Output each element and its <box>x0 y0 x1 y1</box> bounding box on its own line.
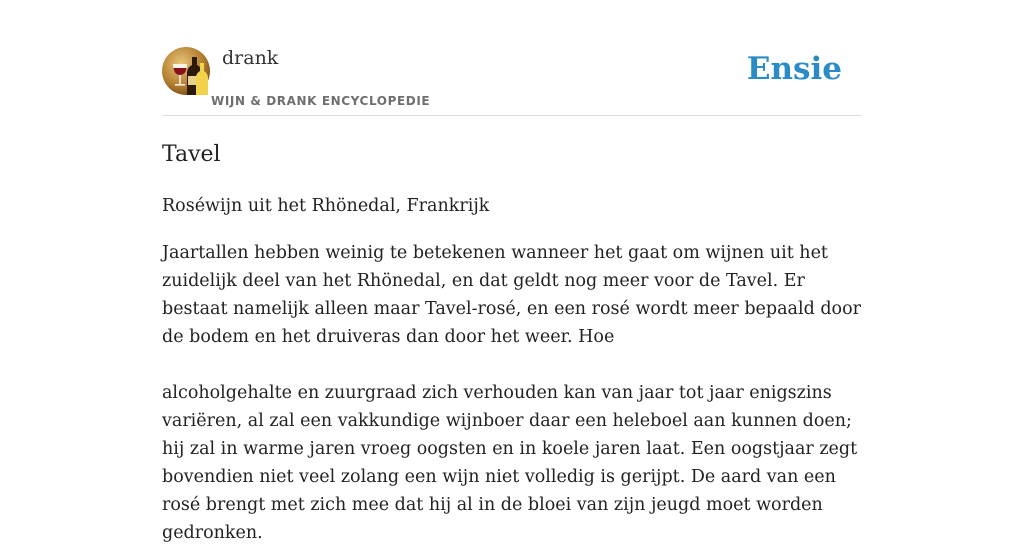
site-name[interactable]: drank <box>222 47 279 69</box>
page <box>162 0 862 543</box>
brand-logo[interactable]: Ensie <box>746 51 842 87</box>
article-paragraph: alcoholgehalte en zuurgraad zich verhouden kan van jaar tot jaar enigszins variëren, al zal een vakkundige wijnboer daar een heleboel aan kunnen doen; hij zal in warme jaren vroeg oogsten en in koele jaren laat. Een oogstjaar zegt bovendien niet veel zolang een wijn niet volledig is gerijpt. De aard van een rosé brengt met zich mee dat hij al in de bloei van zijn jeugd moet worden gedronken. <box>162 383 858 543</box>
article-subtitle: Roséwijn uit het Rhönedal, Frankrijk <box>162 196 490 216</box>
site-header <box>162 0 862 116</box>
paragraph-spacer <box>162 351 862 379</box>
article-body <box>162 239 862 547</box>
article-paragraph: Jaartallen hebben weinig te betekenen wanneer het gaat om wijnen uit het zuidelijk deel van het Rhönedal, en dat geldt nog meer voor de Tavel. Er bestaat namelijk alleen maar Tavel-rosé, en een rosé wordt meer bepaald door de bodem en het druiveras dan door het weer. Hoe <box>162 243 861 347</box>
site-subtitle: WIJN & DRANK ENCYCLOPEDIE <box>211 94 431 108</box>
page-title: Tavel <box>162 142 221 167</box>
wine-bottles-icon[interactable] <box>162 47 210 95</box>
